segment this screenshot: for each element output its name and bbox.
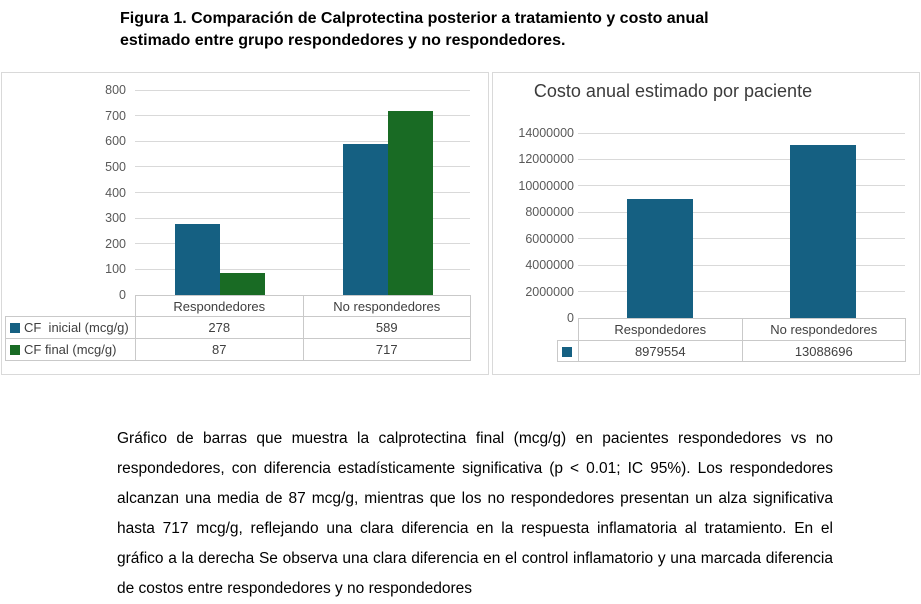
category-header-cell: No respondedores (303, 296, 471, 317)
series-value-cell: 87 (136, 339, 304, 361)
y-axis-tick-label: 2000000 (525, 284, 574, 299)
legend-swatch-icon (10, 345, 20, 355)
y-axis-tick-label: 0 (567, 311, 574, 325)
y-gridline (135, 90, 470, 91)
figure-caption: Gráfico de barras que muestra la calprotectina final (mcg/g) en pacientes respondedores vs no respondedores, con diferencia estadísticamente significativa (p < 0.01; IC 95%). Los respondedores alcanzan una media de 87 mcg/g, mientras que los no respondedores presentan un alza significativa hasta 717 mcg/g, reflejando una clara diferencia en la respuesta inflamatoria al tratamiento. En el gráfico a la derecha Se observa una clara diferencia en el control inflamatorio y una marcada diferencia de costos entre respondedores y no respondedores (117, 430, 833, 597)
category-header-cell: Respondedores (579, 319, 743, 341)
y-axis-tick-label: 400 (105, 185, 126, 200)
chart-data-table (5, 295, 471, 361)
y-axis-tick-label: 14000000 (518, 126, 574, 140)
y-axis-tick-label: 8000000 (525, 205, 574, 220)
figure-title-line1: Figura 1. Comparación de Calprotectina posterior a tratamiento y costo anual (120, 10, 709, 27)
cost-chart-panel (492, 72, 920, 375)
category-header-cell: No respondedores (742, 319, 906, 341)
cost-chart-canvas (493, 73, 919, 374)
y-axis-tick-label: 200 (105, 236, 126, 251)
series-value-cell: 717 (303, 339, 471, 361)
y-axis-tick-label: 6000000 (525, 231, 574, 246)
bar-no-respondedores (388, 111, 433, 295)
legend-swatch-icon (562, 347, 572, 357)
series-value-cell: 8979554 (579, 341, 743, 362)
series-legend-cell (558, 341, 579, 362)
bar-no-respondedores (790, 145, 856, 318)
y-axis-tick-label: 500 (105, 159, 126, 174)
legend-swatch-icon (10, 323, 20, 333)
y-axis-tick-label: 0 (119, 288, 126, 302)
figure-title (120, 8, 840, 52)
figure-title-line2: estimado entre grupo respondedores y no respondedores. (120, 32, 566, 49)
y-axis-tick-label: 700 (105, 108, 126, 123)
y-axis-tick-label: 300 (105, 211, 126, 226)
series-name: CF inicial (mcg/g) (24, 320, 129, 335)
calprotectin-chart-panel (1, 72, 489, 375)
series-legend-cell (6, 317, 136, 339)
y-axis-tick-label: 800 (105, 83, 126, 97)
y-gridline (578, 133, 905, 134)
series-legend-cell (6, 339, 136, 361)
series-value-cell: 278 (136, 317, 304, 339)
chart-title: Costo anual estimado por paciente (533, 81, 813, 101)
bar-respondedores (175, 224, 220, 295)
table-corner-blank (558, 319, 579, 341)
y-axis-tick-label: 10000000 (518, 178, 574, 193)
bar-respondedores (627, 199, 693, 318)
y-axis-tick-label: 12000000 (518, 152, 574, 167)
series-value-cell: 589 (303, 317, 471, 339)
table-corner-blank (6, 296, 136, 317)
series-value-cell: 13088696 (742, 341, 906, 362)
chart-data-table (557, 318, 906, 362)
y-axis-tick-label: 600 (105, 134, 126, 149)
series-name: CF final (mcg/g) (24, 342, 117, 357)
bar-no-respondedores (343, 144, 388, 295)
y-axis-tick-label: 100 (105, 262, 126, 277)
calprotectin-chart-canvas (2, 73, 488, 374)
category-header-cell: Respondedores (136, 296, 304, 317)
bar-respondedores (220, 273, 265, 295)
y-axis-tick-label: 4000000 (525, 258, 574, 273)
